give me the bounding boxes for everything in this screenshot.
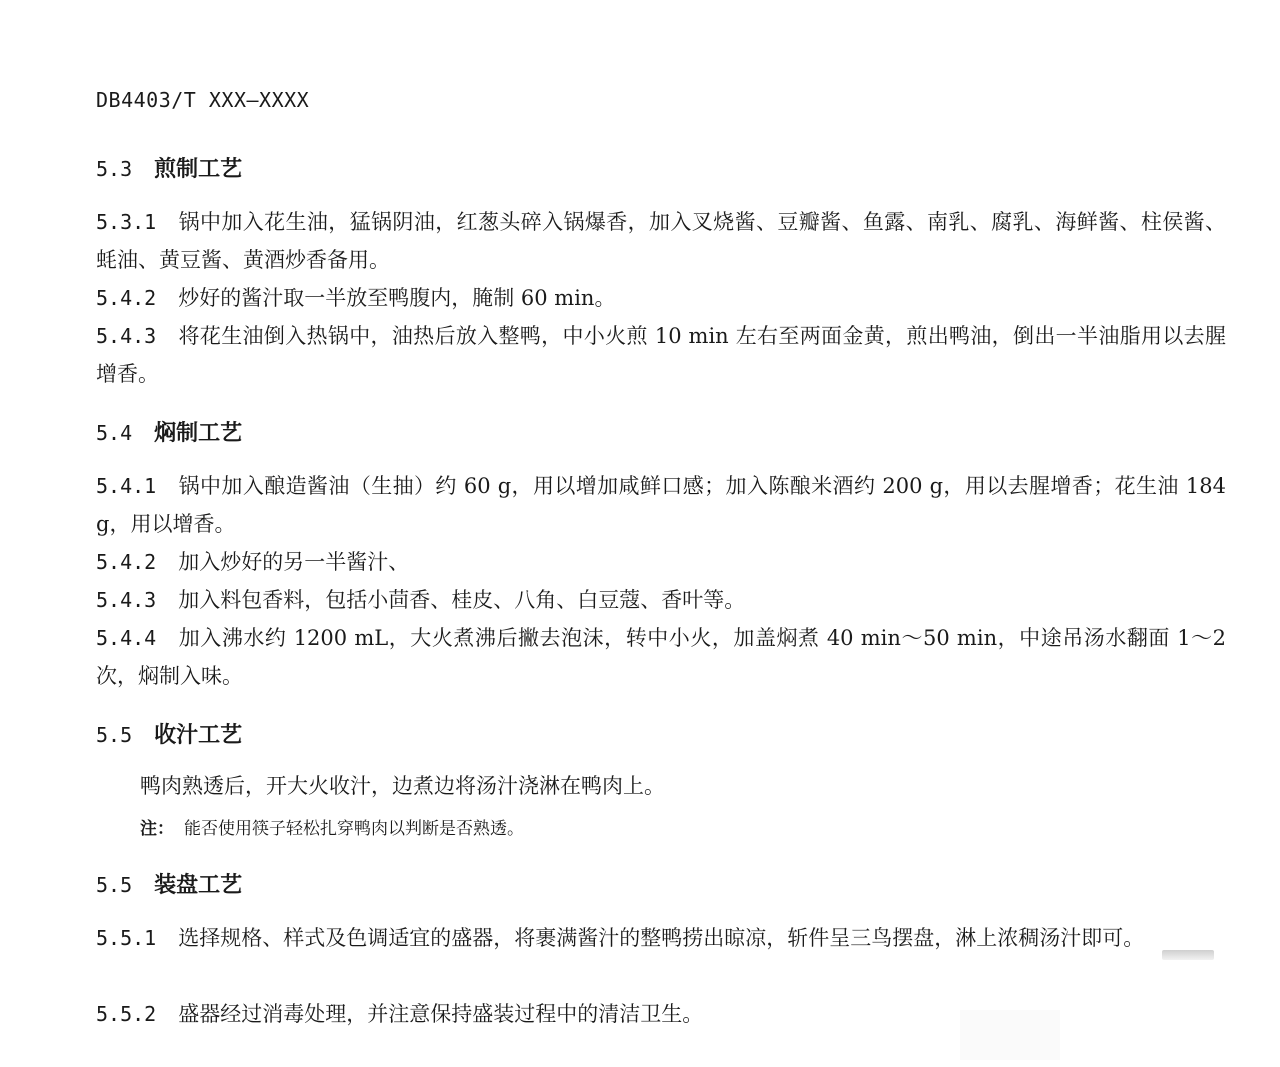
clause-text: 加入料包香料，包括小茴香、桂皮、八角、白豆蔻、香叶等。 [178, 588, 746, 612]
document-number: DB4403/T XXX—XXXX [96, 88, 310, 112]
clause-number: 5.4.3 [96, 588, 157, 612]
clause-text: 选择规格、样式及色调适宜的盛器，将裹满酱汁的整鸭捞出晾凉，斩件呈三鸟摆盘，淋上浓稠汤汁即可。 [178, 926, 1145, 950]
section-number: 5.4 [96, 421, 133, 445]
paragraph-5-5-1 [96, 920, 1226, 958]
clause-text: 加入沸水约 1200 mL，大火煮沸后撇去泡沫，转中小火，加盖焖煮 40 min～50 min，中途吊汤水翻面 1～2 次，焖制入味。 [96, 626, 1226, 688]
section-heading-5-4 [96, 416, 242, 447]
clause-number: 5.3.1 [96, 210, 157, 234]
paragraph-5-4-2-sauce [96, 544, 1226, 582]
paragraph-5-4-4 [96, 620, 1226, 695]
note-label: 注： [140, 819, 174, 839]
section-title: 收汁工艺 [154, 723, 243, 748]
clause-number: 5.5.1 [96, 926, 157, 950]
clause-number: 5.4.4 [96, 626, 157, 650]
clause-text: 将花生油倒入热锅中，油热后放入整鸭，中小火煎 10 min 左右至两面金黄，煎出鸭油，倒出一半油脂用以去腥增香。 [96, 324, 1226, 386]
paragraph-5-3-1 [96, 204, 1226, 279]
section-number: 5.5 [96, 723, 133, 747]
clause-text: 加入炒好的另一半酱汁、 [178, 550, 410, 574]
section-heading-5-5-plating [96, 868, 242, 899]
section-number: 5.3 [96, 157, 133, 181]
clause-text: 炒好的酱汁取一半放至鸭腹内，腌制 60 min。 [178, 286, 616, 310]
note [140, 814, 524, 839]
section-title: 焖制工艺 [154, 421, 243, 446]
scan-patch [960, 1010, 1060, 1060]
section-heading-5-5-sauce-reduction [96, 718, 242, 749]
clause-number: 5.4.2 [96, 286, 157, 310]
section-title: 煎制工艺 [154, 157, 243, 182]
clause-number: 5.4.2 [96, 550, 157, 574]
clause-number: 5.4.1 [96, 474, 157, 498]
clause-number: 5.5.2 [96, 1002, 157, 1026]
section-heading-5-3 [96, 152, 242, 183]
section-number: 5.5 [96, 873, 133, 897]
clause-text: 锅中加入花生油，猛锅阴油，红葱头碎入锅爆香，加入叉烧酱、豆瓣酱、鱼露、南乳、腐乳、海鲜酱、柱侯酱、蚝油、黄豆酱、黄酒炒香备用。 [96, 210, 1226, 272]
clause-text: 盛器经过消毒处理，并注意保持盛装过程中的清洁卫生。 [178, 1002, 704, 1026]
paragraph-5-4-3-spices [96, 582, 1226, 620]
clause-text: 锅中加入酿造酱油（生抽）约 60 g，用以增加咸鲜口感；加入陈酿米酒约 200 g，用以去腥增香；花生油 184 g，用以增香。 [96, 474, 1226, 536]
section-title: 装盘工艺 [154, 873, 243, 898]
clause-number: 5.4.3 [96, 324, 157, 348]
clause-text: 鸭肉熟透后，开大火收汁，边煮边将汤汁浇淋在鸭肉上。 [140, 774, 665, 798]
paragraph-5-4-2-marinate [96, 280, 1226, 318]
paragraph-5-5-text [140, 768, 1220, 806]
scan-smudge [1162, 950, 1214, 960]
paragraph-5-4-3-fry [96, 318, 1226, 393]
note-text: 能否使用筷子轻松扎穿鸭肉以判断是否熟透。 [184, 819, 524, 839]
paragraph-5-4-1 [96, 468, 1226, 543]
